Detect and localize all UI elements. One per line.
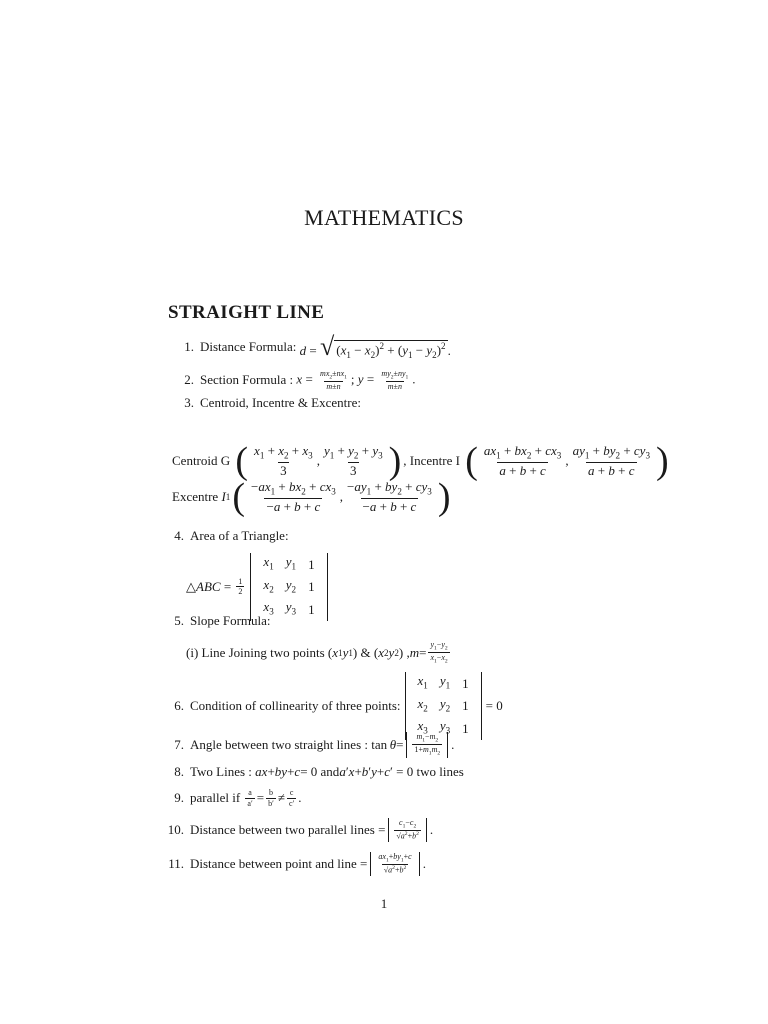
incentre-label: Incentre I [409, 453, 460, 468]
item-label: parallel if [190, 790, 241, 806]
item-label: Distance Formula: [200, 339, 297, 354]
item-label-suffix: two lines [416, 764, 464, 779]
section-heading: STRAIGHT LINE [168, 302, 325, 323]
item-number: 1. [184, 339, 194, 354]
slope-formula: (i) Line Joining two points ( x 1 y 1 ) & ( x 2 y 2 ) , m = $\frac{y_1-y_2}{x_1-x_2}$ [186, 640, 448, 665]
list-item-angle: 7. Angle between two straight lines : tan θ = $\frac{m_1-m_2}{1+m_1m_2}$ . [158, 732, 454, 758]
item-label: Section Formula : [200, 372, 294, 388]
item-number: 3. [184, 395, 194, 410]
distance-formula-math: d = √ $(x_1 - x_2)^2 + (y_1 - y_2)^2$ . [299, 332, 451, 361]
excentre-label: Excentre [172, 489, 219, 504]
page-number: 1 [380, 896, 388, 911]
item-label: Distance between point and line = [190, 855, 368, 871]
list-item-parallel: 9. parallel if $\frac{a}{a'}$ = $\frac{b}{b'}$ ≠ $\frac{c}{c'}$ . [158, 788, 302, 808]
item-label: Angle between two straight lines : [190, 736, 368, 752]
item-number: 5. [174, 613, 184, 628]
list-item-two-lines: 8. Two Lines : ax + by + c = 0 and a ′ x + b ′ y + c ′ = 0 two lines [158, 764, 464, 780]
centroid-label: Centroid G [172, 453, 231, 468]
item-number: 10. [167, 821, 184, 837]
excentre-formula: Excentre I 1 ( $\frac{-ax_1 + bx_2 + cx_3}{-a + b + c}$ , $\frac{-ay_1 + by_2 + cy_3}{-a + b + c}$ ) [172, 476, 451, 518]
list-item-collinearity: 6. Condition of collinearity of three points: $x_1$ $y_1$ 1 $x_2$ $y_2$ 1 $x_3$ $y_3$ 1 = 0 [158, 672, 503, 740]
item-label: Centroid, Incentre & Excentre: [200, 395, 361, 410]
area-determinant: △ ABC = $\frac{1}{2}$ $x_1$ $y_1$ 1 $x_2$ $y_2$ 1 $x_3$ $y_3$ 1 [186, 553, 332, 621]
list-item-distance-formula [168, 334, 451, 360]
list-item-point-line-distance: 11. Distance between point and line = $\frac{ax_1+by_1+c}{√a^2+b^2}$ . [158, 852, 426, 876]
item-number: 2. [184, 372, 194, 388]
section-formula-math: x = $\frac{mx_2\pm nx_1}{m\pm n}$ ; y = $\frac{my_2\pm ny_1}{m\pm n}$ . [296, 369, 416, 392]
item-label: Condition of collinearity of three points: [190, 697, 401, 713]
page-title: MATHEMATICS [304, 205, 464, 230]
item-number: 6. [174, 697, 184, 713]
item-label: Slope Formula: [190, 613, 271, 628]
slope-label: (i) Line Joining two points [186, 644, 325, 660]
item-label: Distance between two parallel lines = [190, 821, 386, 837]
item-number: 9. [174, 790, 184, 806]
list-item-parallel-distance: 10. Distance between two parallel lines = $\frac{c_1-c_2}{√a^2+b^2}$ . [158, 818, 433, 842]
item-label: Two Lines : [190, 764, 252, 779]
centroid-incentre-formula: Centroid G ( $\frac{x_1 + x_2 + x_3}{3}$ , $\frac{y_1 + y_2 + y_3}{3}$ ) , Incentre I ( $\frac{ax_1 + bx_2 + cx_3}{a + b + c}$ , $\frac{ay_1 + by_2 + cy_3}{a + b + c}$ ) [172, 440, 669, 482]
list-item-section-formula [168, 369, 416, 392]
list-item-centroid-heading [168, 395, 361, 411]
list-item-area-heading [158, 528, 289, 544]
item-number: 11. [168, 855, 184, 871]
item-label: Area of a Triangle: [190, 528, 289, 543]
item-number: 8. [174, 764, 184, 779]
list-item-slope-heading [158, 613, 271, 629]
item-number: 7. [174, 736, 184, 752]
item-number: 4. [174, 528, 184, 543]
